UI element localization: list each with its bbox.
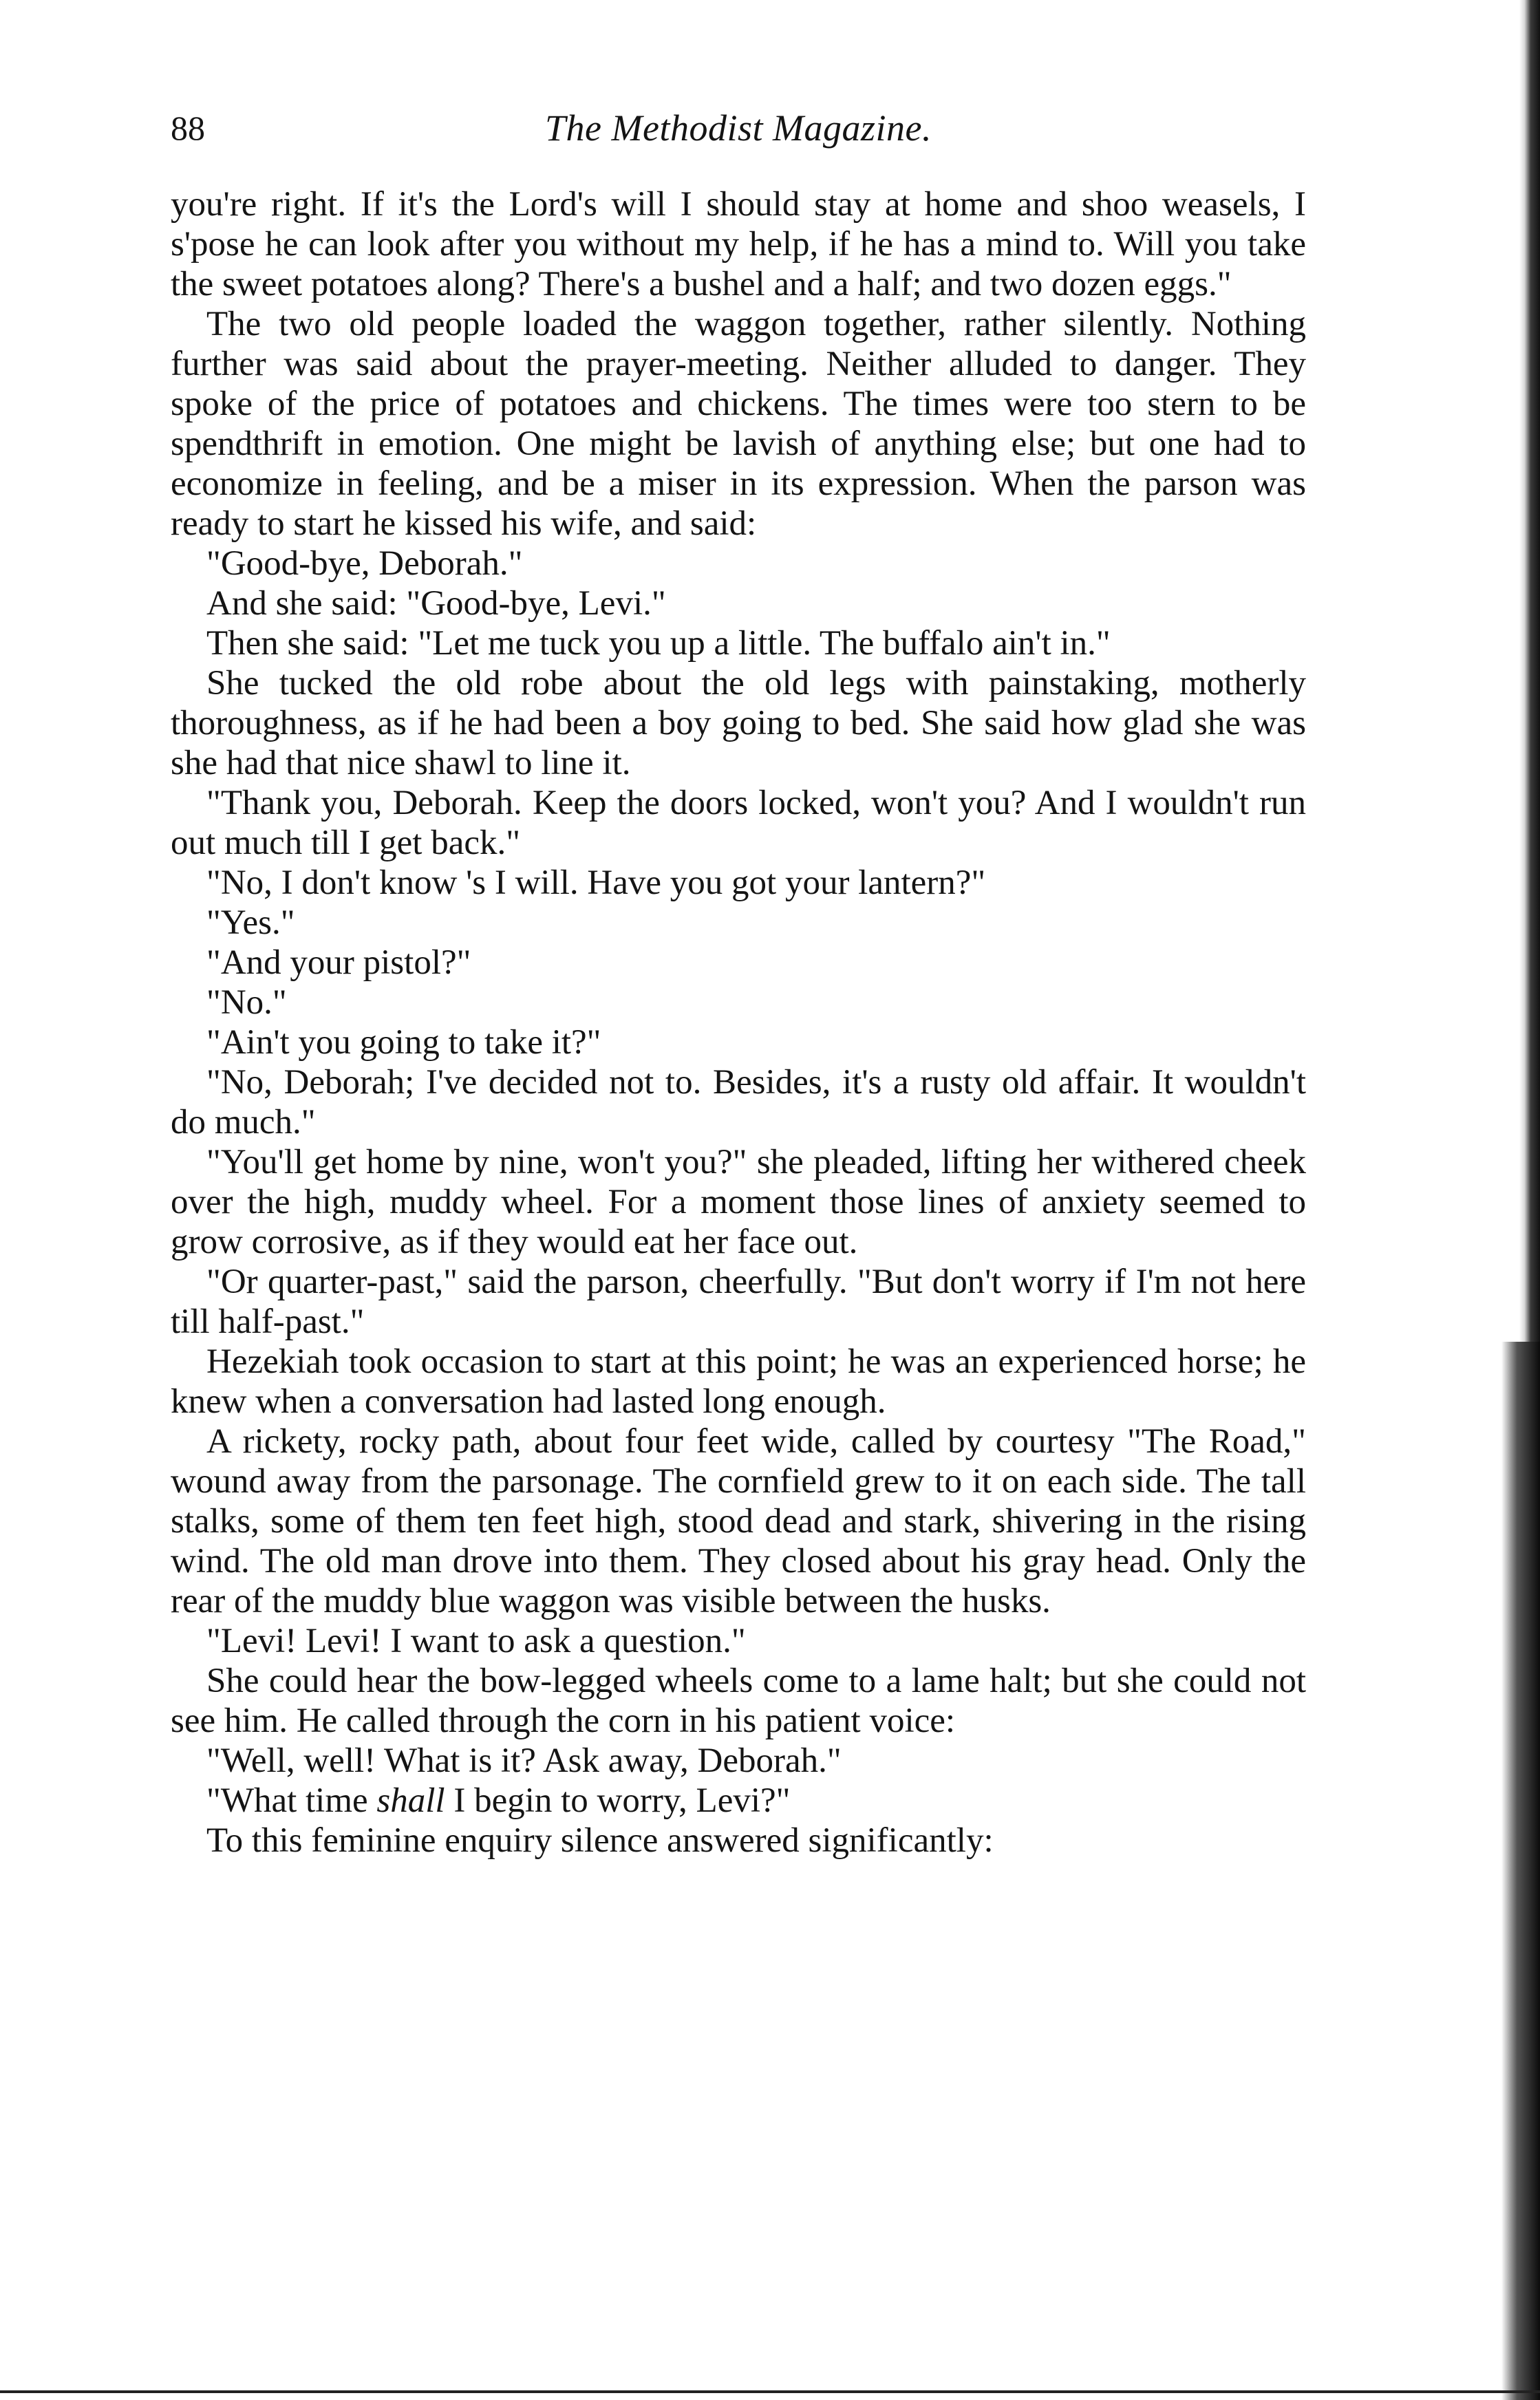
paragraph: She could hear the bow-legged wheels come to a lame halt; but she could not see him. He called through the corn in his patient voice:	[171, 1662, 1306, 1740]
page-header	[171, 100, 1306, 156]
running-title: The Methodist Magazine.	[545, 107, 932, 149]
paragraph: "No."	[206, 983, 287, 1022]
paragraph-with-emphasis	[171, 1781, 1306, 1821]
paragraph: Then she said: "Let me tuck you up a little. The buffalo ain't in."	[206, 624, 1111, 663]
paragraph: She tucked the old robe about the old legs with painstaking, motherly thoroughness, as if he had been a boy going to bed. She said how glad she was she had that nice shawl to line it.	[171, 664, 1306, 782]
article-body	[171, 184, 1306, 1861]
paragraph: Hezekiah took occasion to start at this point; he was an experienced horse; he knew when a conversation had lasted long enough.	[171, 1342, 1306, 1421]
paragraph: "Levi! Levi! I want to ask a question."	[206, 1622, 746, 1660]
paragraph: "Well, well! What is it? Ask away, Deborah."	[206, 1742, 842, 1780]
paragraph: And she said: "Good-bye, Levi."	[206, 584, 666, 623]
paragraph: "Yes."	[206, 903, 295, 942]
paragraph: you're right. If it's the Lord's will I should stay at home and shoo weasels, I s'pose he can look after you without my help, if he has a mind to. Will you take the sweet potatoes along? There's a bushel and a half; and two dozen eggs."	[171, 185, 1306, 303]
paragraph: "Good-bye, Deborah."	[206, 544, 523, 583]
paragraph: "And your pistol?"	[206, 943, 471, 982]
paragraph: "Thank you, Deborah. Keep the doors locked, won't you? And I wouldn't run out much till I get back."	[171, 784, 1306, 862]
text-run: I begin to worry, Levi?"	[445, 1781, 791, 1820]
paragraph: "No, Deborah; I've decided not to. Besides, it's a rusty old affair. It wouldn't do much."	[171, 1063, 1306, 1142]
paragraph: "No, I don't know 's I will. Have you got your lantern?"	[206, 864, 986, 902]
page-number: 88	[171, 109, 205, 147]
paragraph: "You'll get home by nine, won't you?" she pleaded, lifting her withered cheek over the high, muddy wheel. For a moment those lines of anxiety seemed to grow corrosive, as if they would eat her face out.	[171, 1143, 1306, 1261]
paragraph: "Ain't you going to take it?"	[206, 1023, 601, 1062]
paragraph: The two old people loaded the waggon together, rather silently. Nothing further was said about the prayer-meeting. Neither alluded to danger. They spoke of the price of potatoes and chickens. The times were too stern to be spendthrift in emotion. One might be lavish of anything else; but one had to economize in feeling, and be a miser in its expression. When the parson was ready to start he kissed his wife, and said:	[171, 305, 1306, 543]
text-run: "What time	[206, 1781, 377, 1820]
scan-bottom-edge	[0, 2390, 1540, 2393]
closing-paragraph: To this feminine enquiry silence answered significantly:	[206, 1821, 994, 1860]
scan-binding-shadow	[1501, 1342, 1540, 2400]
paragraph: "Or quarter-past," said the parson, cheerfully. "But don't worry if I'm not here till half-past."	[171, 1263, 1306, 1341]
emphasized-word: shall	[376, 1781, 445, 1820]
paragraph: A rickety, rocky path, about four feet wide, called by courtesy "The Road," wound away from the parsonage. The cornfield grew to it on each side. The tall stalks, some of them ten feet high, stood dead and stark, shivering in the rising wind. The old man drove into them. They closed about his gray head. Only the rear of the muddy blue waggon was visible between the husks.	[171, 1422, 1306, 1620]
